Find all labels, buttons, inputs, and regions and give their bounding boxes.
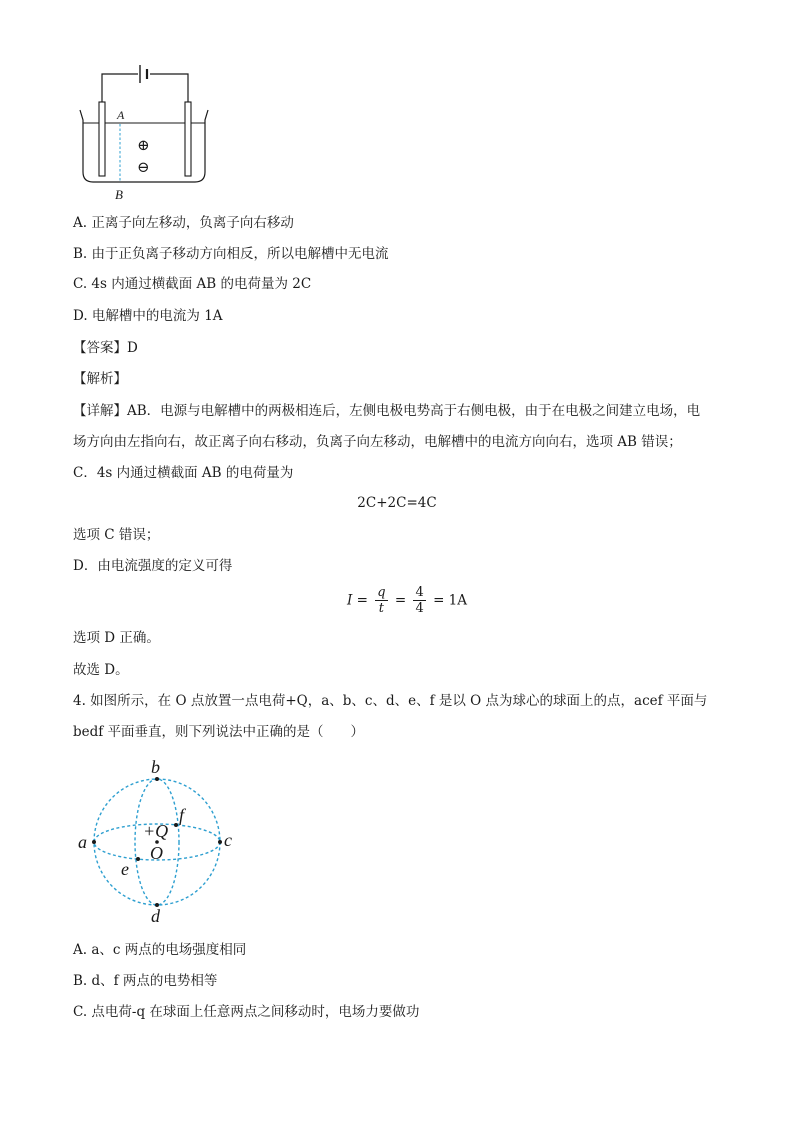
q3-final: 故选 D。 [73, 662, 129, 678]
label-b: b [151, 757, 160, 777]
label-c: c [224, 830, 232, 850]
electrolytic-cell-figure [74, 60, 224, 205]
point-e [136, 857, 140, 861]
label-plus-q: +Q [143, 821, 169, 841]
negative-ion-icon: ⊖ [137, 160, 150, 176]
q3-option-c: C. 4s 内通过横截面 AB 的电荷量为 2C [73, 276, 312, 292]
q3-detail-line2: 场方向由左指向右，故正离子向右移动，负离子向左移动，电解槽中的电流方向向右，选项 AB 错误； [73, 434, 682, 450]
point-f [174, 823, 178, 827]
q3-option-b: B. 由于正负离子移动方向相反，所以电解槽中无电流 [73, 246, 389, 262]
formula-lhs: I [347, 592, 353, 609]
point-c [218, 840, 222, 844]
label-d: d [151, 906, 160, 925]
q3-d-conclusion: 选项 D 正确。 [73, 630, 160, 646]
q3-d-line: D．由电流强度的定义可得 [73, 558, 233, 574]
q4-option-c: C. 点电荷-q 在球面上任意两点之间移动时，电场力要做功 [73, 1004, 420, 1020]
q3-c-conclusion: 选项 C 错误； [73, 527, 160, 543]
fraction-q-over-t: $\frac{q}{t}$ [377, 585, 386, 616]
q4-option-a: A. a、c 两点的电场强度相同 [73, 942, 247, 958]
q3-option-d: D. 电解槽中的电流为 1A [73, 308, 223, 324]
q3-option-a: A. 正离子向左移动，负离子向右移动 [73, 215, 294, 231]
q3-formula2 [347, 585, 467, 616]
q3-answer: 【答案】D [73, 340, 138, 356]
formula-eq: = [356, 592, 368, 609]
formula-eq2: = [394, 592, 407, 609]
q3-c-line: C．4s 内通过横截面 AB 的电荷量为 [73, 465, 294, 481]
positive-ion-icon: ⊕ [137, 138, 150, 154]
point-a [92, 840, 96, 844]
label-a: A [117, 108, 125, 122]
formula-result: = 1A [433, 592, 468, 609]
label-e: e [121, 859, 129, 879]
q4-stem-line1: 4. 如图所示，在 O 点放置一点电荷+Q，a、b、c、d、e、f 是以 O 点为球心的球面上的点，acef 平面与 [73, 693, 708, 709]
label-o: O [150, 843, 163, 863]
q4-stem-line2: bedf 平面垂直，则下列说法中正确的是（ ） [73, 724, 365, 740]
right-electrode [185, 102, 191, 176]
left-electrode [99, 102, 105, 176]
label-b: B [115, 187, 123, 202]
label-f: f [179, 805, 185, 825]
q3-analysis-heading: 【解析】 [73, 371, 127, 387]
q4-option-b: B. d、f 两点的电势相等 [73, 973, 218, 989]
fraction-4-over-4: $\frac{4}{4}$ [415, 585, 424, 616]
sphere-figure [72, 755, 242, 925]
q3-detail-line1: 【详解】AB．电源与电解槽中的两极相连后，左侧电极电势高于右侧电极，由于在电极之间建立电场，电 [73, 403, 701, 419]
q3-formula1: 2C+2C=4C [357, 495, 437, 511]
label-a: a [78, 832, 87, 852]
point-b [155, 777, 159, 781]
